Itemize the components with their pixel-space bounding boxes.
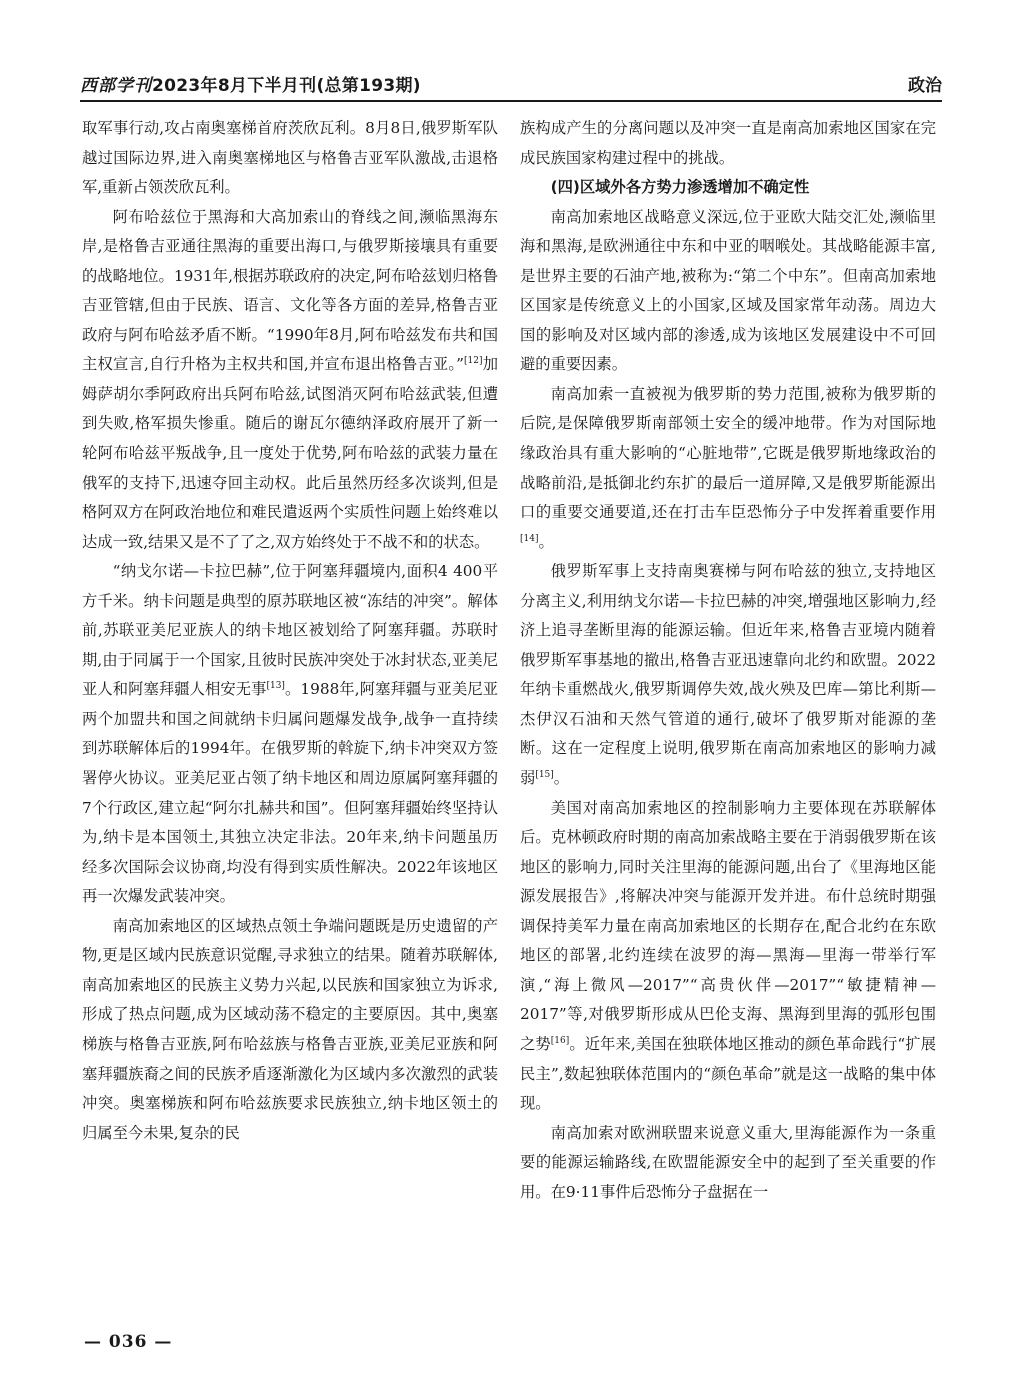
paragraph <box>82 203 498 558</box>
citation-ref: [14] <box>520 533 539 544</box>
citation-ref: [16] <box>550 1035 570 1046</box>
paragraph-text: 取军事行动,攻占南奥塞梯首府茨欣瓦利。8月8日,俄罗斯军队越过国际边界,进入南奥塞梯地区与格鲁吉亚军队激战,击退格军,重新占领茨欣瓦利。 <box>82 119 498 197</box>
paragraph-text: 南高加索一直被视为俄罗斯的势力范围,被称为俄罗斯的后院,是保障俄罗斯南部领土安全的缓冲地带。作为对国际地缘政治具有重大影响的“心脏地带”,它既是俄罗斯地缘政治的战略前沿,是抵御北约东扩的最后一道屏障,又是俄罗斯能源出口的重要交通要道,还在打击车臣恐怖分子中发挥着重要作用 <box>520 384 936 522</box>
paragraph-text: 美国对南高加索地区的控制影响力主要体现在苏联解体后。克林顿政府时期的南高加索战略主要在于消弱俄罗斯在该地区的影响力,同时关注里海的能源问题,出台了《里海地区能源发展报告》,将解决冲突与能源开发并进。布什总统时期强调保持美军力量在南高加索地区的长期存在,配合北约在东欧地区的部署,北约连续在波罗的海—黑海—里海一带举行军演,“海上微风—2017”“高贵伙伴—2017”“敏捷精神—2017”等,对俄罗斯形成从巴伦支海、黑海到里海的弧形包围之势 <box>520 798 936 1053</box>
paragraph <box>520 380 936 557</box>
paragraph-text: 加姆萨胡尔季阿政府出兵阿布哈兹,试图消灭阿布哈兹武装,但遭到失败,格军损失惨重。随后的谢瓦尔德纳泽政府展开了新一轮阿布哈兹平叛战争,且一度处于优势,阿布哈兹的武装力量在俄军的支持下,迅速夺回主动权。此后虽然历经多次谈判,但是格阿双方在阿政治地位和难民遣返两个实质性问题上始终难以达成一致,结果又是不了了之,双方始终处于不战不和的状态。 <box>82 355 498 551</box>
paragraph-text: 南高加索对欧洲联盟来说意义重大,里海能源作为一条重要的能源运输路线,在欧盟能源安全中的起到了至关重要的作用。在9·11事件后恐怖分子盘据在一 <box>520 1123 936 1201</box>
paragraph-text: “纳戈尔诺—卡拉巴赫”,位于阿塞拜疆境内,面积4 400平方千米。纳卡问题是典型的原苏联地区被“冻结的冲突”。解体前,苏联亚美尼亚族人的纳卡地区被划给了阿塞拜疆。苏联时期,由于同属于一个国家,且彼时民族冲突处于冰封状态,亚美尼亚人和阿塞拜疆人相安无事 <box>82 562 498 699</box>
citation-ref: [15] <box>535 770 554 781</box>
paragraph <box>82 557 498 912</box>
paragraph <box>520 794 936 1119</box>
citation-ref: [12] <box>464 356 483 367</box>
paragraph-text: 南高加索地区的区域热点领土争端问题既是历史遗留的产物,更是区域内民族意识觉醒,寻求独立的结果。随着苏联解体,南高加索地区的民族主义势力兴起,以民族和国家独立为诉求,形成了热点问题,成为区域动荡不稳定的主要原因。其中,奥塞梯族与格鲁吉亚族,阿布哈兹族与格鲁吉亚族,亚美尼亚族和阿塞拜疆族裔之间的民族矛盾逐渐激化为区域内多次激烈的武装冲突。奥塞梯族和阿布哈兹族要求民族独立,纳卡地区领土的归属至今未果,复杂的民 <box>82 916 498 1142</box>
journal-issue: 2023年8月下半月刊(总第193期) <box>152 76 421 96</box>
journal-logo: 西部学刊 <box>80 76 152 96</box>
paragraph-text: 族构成产生的分离问题以及冲突一直是南高加索地区国家在完成民族国家构建过程中的挑战。 <box>520 119 936 167</box>
paragraph <box>82 912 498 1148</box>
page-number: — 036 — <box>84 1332 173 1352</box>
paragraph <box>520 203 936 380</box>
paragraph-text: 俄罗斯军事上支持南奥赛梯与阿布哈兹的独立,支持地区分离主义,利用纳戈尔诺—卡拉巴赫的冲突,增强地区影响力,经济上追寻垄断里海的能源运输。但近年来,格鲁吉亚境内随着俄罗斯军事基地的撤出,格鲁吉亚迅速靠向北约和欧盟。2022年纳卡重燃战火,俄罗斯调停失效,战火殃及巴库—第比利斯—杰伊汉石油和天然气管道的通行,破坏了俄罗斯对能源的垄断。这在一定程度上说明,俄罗斯在南高加索地区的影响力减弱 <box>520 562 936 788</box>
paragraph-text: 。 <box>553 769 570 788</box>
left-column <box>82 114 498 1148</box>
paragraph-text: 。 <box>538 532 554 551</box>
paragraph-text: 阿布哈兹位于黑海和大高加索山的脊线之间,濒临黑海东岸,是格鲁吉亚通往黑海的重要出海口,与俄罗斯接壤具有重要的战略地位。1931年,根据苏联政府的决定,阿布哈兹划归格鲁吉亚管辖,但由于民族、语言、文化等各方面的差异,格鲁吉亚政府与阿布哈兹矛盾不断。“1990年8月,阿布哈兹发布共和国主权宣言,自行升格为主权共和国,并宣布退出格鲁吉亚。” <box>82 207 498 374</box>
paragraph <box>520 114 936 173</box>
section-heading: (四)区域外各方势力渗透增加不确定性 <box>550 178 810 197</box>
paragraph <box>520 557 936 793</box>
section-label: 政治 <box>908 76 942 96</box>
paragraph-text: 南高加索地区战略意义深远,位于亚欧大陆交汇处,濒临里海和黑海,是欧洲通往中东和中亚的咽喉处。其战略能源丰富,是世界主要的石油产地,被称为:“第二个中东”。但南高加索地区国家是传统意义上的小国家,区域及国家常年动荡。周边大国的影响及对区域内部的渗透,成为该地区发展建设中不可回避的重要因素。 <box>520 207 936 374</box>
page-header <box>80 64 942 102</box>
paragraph-text: 。近年来,美国在独联体地区推动的颜色革命践行“扩展民主”,数起独联体范围内的“颜色革命”就是这一战略的集中体现。 <box>520 1034 936 1113</box>
citation-ref: [13] <box>266 681 285 692</box>
paragraph <box>520 1119 936 1208</box>
paragraph <box>82 114 498 203</box>
journal-name <box>80 71 421 96</box>
paragraph-text: 。1988年,阿塞拜疆与亚美尼亚两个加盟共和国之间就纳卡归属问题爆发战争,战争一直持续到苏联解体后的1994年。在俄罗斯的斡旋下,纳卡冲突双方签署停火协议。亚美尼亚占领了纳卡地区和周边原属阿塞拜疆的7个行政区,建立起“阿尔扎赫共和国”。但阿塞拜疆始终坚持认为,纳卡是本国领土,其独立决定非法。20年来,纳卡问题虽历经多次国际会议协商,均没有得到实质性解决。2022年该地区再一次爆发武装冲突。 <box>82 680 498 906</box>
right-column <box>520 114 936 1207</box>
